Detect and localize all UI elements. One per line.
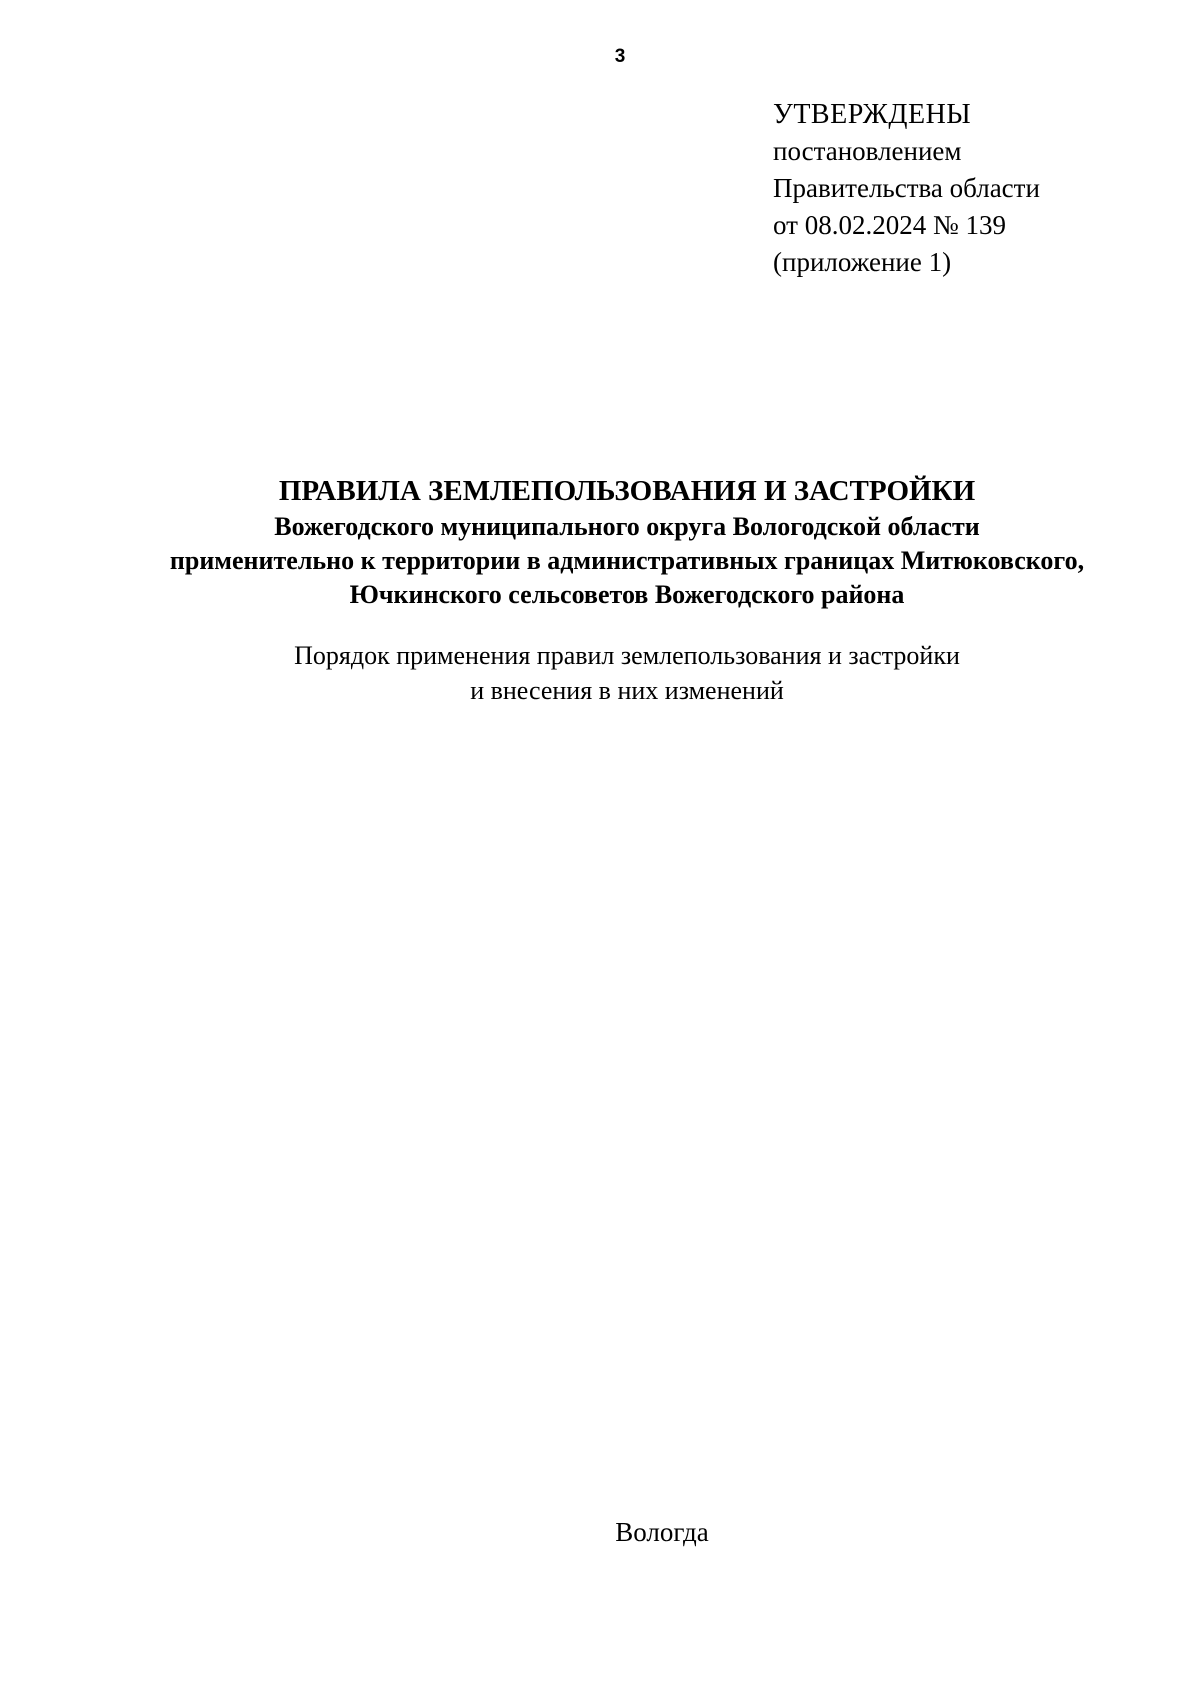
approval-stamp bbox=[773, 96, 1040, 281]
title-line-3: применительно к территории в административных границах Митюковского, bbox=[169, 546, 1085, 575]
approval-title: УТВЕРЖДЕНЫ bbox=[773, 99, 972, 130]
approval-line-appendix: (приложение 1) bbox=[773, 247, 952, 277]
approval-line-date-number: от 08.02.2024 № 139 bbox=[773, 210, 1006, 240]
title-line-2: Вожегодского муниципального округа Вологодской области bbox=[274, 512, 980, 541]
document-title bbox=[0, 472, 1200, 612]
title-line-4: Ючкинского сельсоветов Вожегодского района bbox=[349, 580, 905, 609]
title-main: ПРАВИЛА ЗЕМЛЕПОЛЬЗОВАНИЯ И ЗАСТРОЙКИ bbox=[278, 475, 976, 507]
page-number: 3 bbox=[614, 46, 626, 67]
subtitle-line-2: и внесения в них изменений bbox=[470, 676, 784, 705]
document-subtitle bbox=[0, 638, 1200, 708]
city-name: Вологда bbox=[615, 1517, 709, 1547]
subtitle-line-1: Порядок применения правил землепользования и застройки bbox=[294, 641, 960, 670]
approval-line-government: Правительства области bbox=[773, 173, 1040, 203]
approval-line-decree: постановлением bbox=[773, 136, 962, 166]
